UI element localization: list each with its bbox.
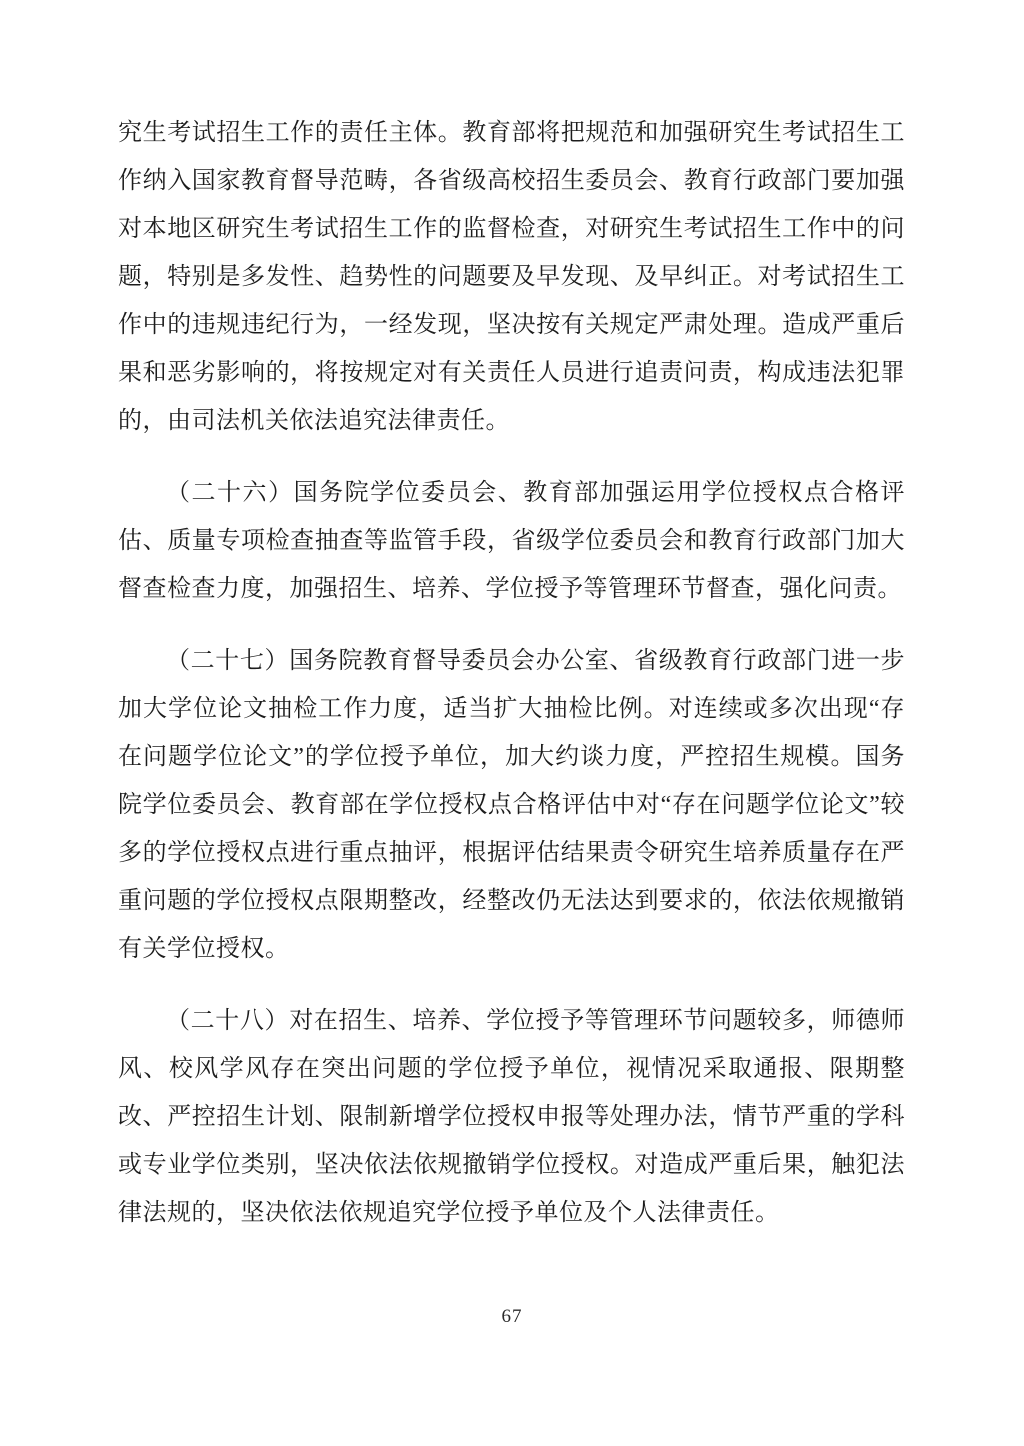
- paragraph-item-26: （二十六）国务院学位委员会、教育部加强运用学位授权点合格评估、质量专项检查抽查等监管手段，省级学位委员会和教育行政部门加大督查检查力度，加强招生、培养、学位授予等管理环节督查，强化问责。: [118, 480, 905, 602]
- paragraph-continuation: 究生考试招生工作的责任主体。教育部将把规范和加强研究生考试招生工作纳入国家教育督导范畴，各省级高校招生委员会、教育行政部门要加强对本地区研究生考试招生工作的监督检查，对研究生考试招生工作中的问题，特别是多发性、趋势性的问题要及早发现、及早纠正。对考试招生工作中的违规违纪行为，一经发现，坚决按有关规定严肃处理。造成严重后果和恶劣影响的，将按规定对有关责任人员进行追责问责，构成违法犯罪的，由司法机关依法追究法律责任。: [118, 120, 905, 434]
- paragraph-item-28: （二十八）对在招生、培养、学位授予等管理环节问题较多，师德师风、校风学风存在突出问题的学位授予单位，视情况采取通报、限期整改、严控招生计划、限制新增学位授权申报等处理办法，情节严重的学科或专业学位类别，坚决依法依规撤销学位授权。对造成严重后果，触犯法律法规的，坚决依法依规追究学位授予单位及个人法律责任。: [118, 1008, 905, 1226]
- page-number: 67: [501, 1306, 523, 1327]
- page-footer: [0, 1306, 1024, 1328]
- paragraph-item-27: （二十七）国务院教育督导委员会办公室、省级教育行政部门进一步加大学位论文抽检工作力度，适当扩大抽检比例。对连续或多次出现“存在问题学位论文”的学位授予单位，加大约谈力度，严控招生规模。国务院学位委员会、教育部在学位授权点合格评估中对“存在问题学位论文”较多的学位授权点进行重点抽评，根据评估结果责令研究生培养质量存在严重问题的学位授权点限期整改，经整改仍无法达到要求的，依法依规撤销有关学位授权。: [118, 648, 905, 962]
- text-block: [118, 109, 905, 1261]
